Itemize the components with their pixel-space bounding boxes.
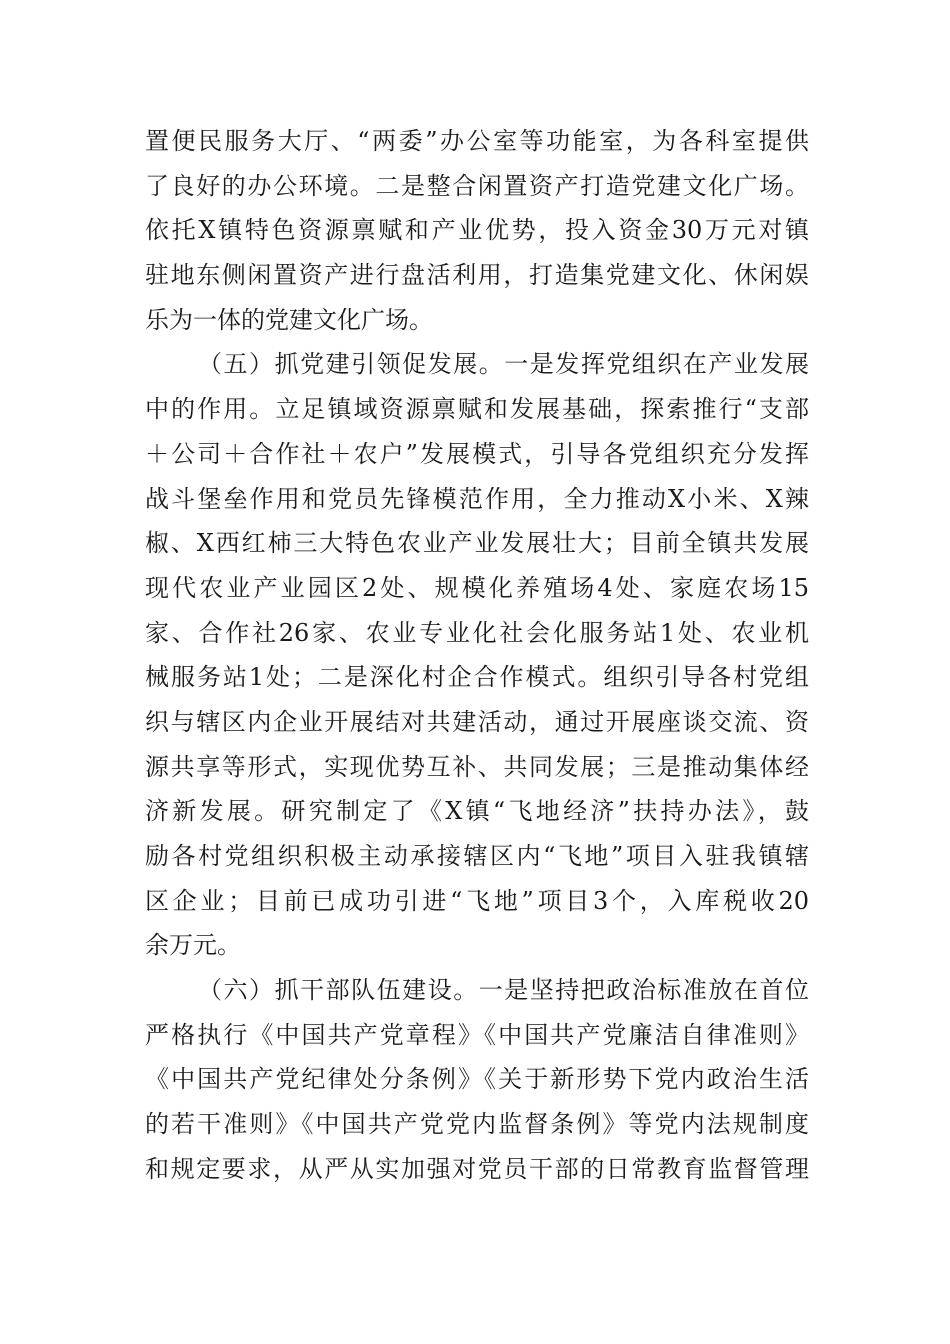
- paragraph-continued: [145, 119, 809, 342]
- text-line: 《中国共产党纪律处分条例》《关于新形势下党内政治生活: [145, 1065, 809, 1094]
- text-line: 织与辖区内企业开展结对共建活动，通过开展座谈交流、资: [145, 707, 809, 736]
- text-line: （六）抓干部队伍建设。一是坚持把政治标准放在首位: [198, 976, 809, 1005]
- paragraph-section-6: [145, 968, 809, 1191]
- text-line: 余万元。: [145, 931, 241, 960]
- text-line: 依托X镇特色资源禀赋和产业优势，投入资金30万元对镇: [145, 216, 809, 245]
- document-body: [145, 119, 809, 1192]
- text-line: 区企业；目前已成功引进“飞地”项目3个，入库税收20: [145, 886, 809, 915]
- text-line: ＋公司＋合作社＋农户”发展模式，引导各党组织充分发挥: [145, 439, 809, 468]
- text-line: 置便民服务大厅、“两委”办公室等功能室，为各科室提供: [145, 127, 809, 155]
- text-line: 了良好的办公环境。二是整合闲置资产打造党建文化广场。: [145, 171, 809, 200]
- text-line: 械服务站1处；二是深化村企合作模式。组织引导各村党组: [145, 663, 809, 692]
- text-line: 和规定要求，从严从实加强对党员干部的日常教育监督管理: [145, 1154, 809, 1183]
- text-line: 励各村党组织积极主动承接辖区内“飞地”项目入驻我镇辖: [145, 842, 809, 870]
- text-line: （五）抓党建引领促发展。一是发挥党组织在产业发展: [198, 350, 809, 379]
- text-line: 中的作用。立足镇域资源禀赋和发展基础，探索推行“支部: [145, 395, 809, 424]
- paragraph-section-5: [145, 342, 809, 968]
- text-line: 济新发展。研究制定了《X镇“飞地经济”扶持办法》，鼓: [145, 797, 809, 826]
- text-line: 乐为一体的党建文化广场。: [145, 305, 433, 334]
- text-line: 驻地东侧闲置资产进行盘活利用，打造集党建文化、休闲娱: [145, 261, 809, 290]
- text-line: 严格执行《中国共产党章程》《中国共产党廉洁自律准则》: [145, 1020, 809, 1049]
- text-line: 源共享等形式，实现优势互补、共同发展；三是推动集体经: [145, 752, 809, 781]
- text-line: 的若干准则》《中国共产党党内监督条例》等党内法规制度: [145, 1110, 809, 1139]
- text-line: 现代农业产业园区2处、规模化养殖场4处、家庭农场15: [145, 573, 809, 602]
- text-line: 战斗堡垒作用和党员先锋模范作用，全力推动X小米、X辣: [145, 484, 809, 513]
- text-line: 家、合作社26家、农业专业化社会化服务站1处、农业机: [145, 618, 809, 647]
- text-line: 椒、X西红柿三大特色农业产业发展壮大；目前全镇共发展: [145, 529, 809, 558]
